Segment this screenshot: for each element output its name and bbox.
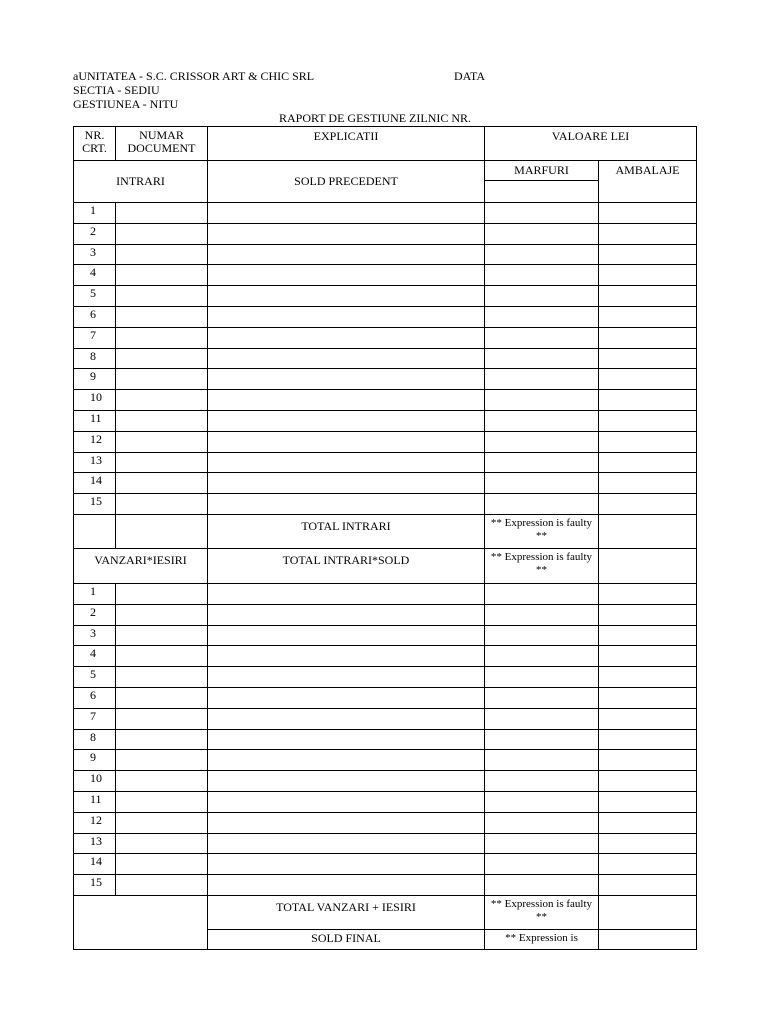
- vanzari-iesiri-label: VANZARI*IESIRI: [74, 548, 208, 583]
- goods-value-cell[interactable]: [485, 646, 599, 667]
- packaging-value-cell[interactable]: [599, 203, 697, 224]
- row-number: 1: [74, 203, 116, 224]
- goods-value-cell[interactable]: [485, 833, 599, 854]
- document-cell[interactable]: [116, 750, 208, 771]
- empty-merged-cell: [74, 895, 208, 949]
- explanation-cell[interactable]: [208, 306, 485, 327]
- explanation-cell[interactable]: [208, 348, 485, 369]
- goods-value-cell[interactable]: [485, 687, 599, 708]
- goods-value-cell[interactable]: [485, 244, 599, 265]
- goods-value-cell[interactable]: [485, 708, 599, 729]
- explanation-cell[interactable]: [208, 729, 485, 750]
- iesiri-entry-row: [74, 875, 697, 896]
- explanation-cell[interactable]: [208, 604, 485, 625]
- goods-value-cell[interactable]: [485, 265, 599, 286]
- goods-value-cell[interactable]: [485, 369, 599, 390]
- iesiri-entry-row: [74, 750, 697, 771]
- intrari-entry-row: [74, 410, 697, 431]
- intrari-entry-row: [74, 494, 697, 515]
- goods-value-cell[interactable]: [485, 410, 599, 431]
- packaging-value-cell[interactable]: [599, 667, 697, 688]
- goods-value-cell[interactable]: [485, 306, 599, 327]
- document-cell[interactable]: [116, 854, 208, 875]
- empty-cell: [599, 548, 697, 583]
- report-table: [73, 126, 697, 950]
- empty-cell: [74, 514, 116, 548]
- goods-value-cell[interactable]: [485, 750, 599, 771]
- document-cell[interactable]: [116, 327, 208, 348]
- document-cell[interactable]: [116, 452, 208, 473]
- packaging-value-cell[interactable]: [599, 750, 697, 771]
- iesiri-entry-row: [74, 667, 697, 688]
- document-cell[interactable]: [116, 431, 208, 452]
- goods-value-cell[interactable]: [485, 494, 599, 515]
- packaging-value-cell[interactable]: [599, 771, 697, 792]
- explanation-cell[interactable]: [208, 410, 485, 431]
- document-cell[interactable]: [116, 473, 208, 494]
- packaging-value-cell[interactable]: [599, 854, 697, 875]
- marfuri-header-text: MARFURI: [514, 163, 569, 177]
- total-intrari-sold-label: TOTAL INTRARI*SOLD: [208, 548, 485, 583]
- goods-value-cell[interactable]: [485, 854, 599, 875]
- document-cell[interactable]: [116, 646, 208, 667]
- packaging-value-cell[interactable]: [599, 244, 697, 265]
- explanation-cell[interactable]: [208, 452, 485, 473]
- goods-value-cell[interactable]: [485, 791, 599, 812]
- numar-document-header: [116, 127, 208, 161]
- row-number: 11: [74, 791, 116, 812]
- row-number: 1: [74, 583, 116, 604]
- explanation-cell[interactable]: [208, 223, 485, 244]
- explanation-cell[interactable]: [208, 708, 485, 729]
- explanation-cell[interactable]: [208, 390, 485, 411]
- explanation-cell[interactable]: [208, 244, 485, 265]
- row-number: 5: [74, 667, 116, 688]
- packaging-value-cell[interactable]: [599, 729, 697, 750]
- goods-value-cell[interactable]: [485, 203, 599, 224]
- row-number: 10: [74, 771, 116, 792]
- goods-value-cell[interactable]: [485, 327, 599, 348]
- packaging-value-cell[interactable]: [599, 431, 697, 452]
- intrari-entry-row: [74, 390, 697, 411]
- iesiri-entry-row: [74, 604, 697, 625]
- packaging-value-cell[interactable]: [599, 410, 697, 431]
- intrari-entry-row: [74, 286, 697, 307]
- packaging-value-cell[interactable]: [599, 327, 697, 348]
- goods-value-cell[interactable]: [485, 667, 599, 688]
- goods-value-cell[interactable]: [485, 473, 599, 494]
- packaging-value-cell[interactable]: [599, 833, 697, 854]
- intrari-entry-row: [74, 452, 697, 473]
- row-number: 3: [74, 625, 116, 646]
- goods-value-cell[interactable]: [485, 223, 599, 244]
- sold-final-label: SOLD FINAL: [208, 929, 485, 949]
- row-number: 3: [74, 244, 116, 265]
- row-number: 9: [74, 369, 116, 390]
- row-number: 12: [74, 812, 116, 833]
- goods-value-cell[interactable]: [485, 452, 599, 473]
- intrari-entry-row: [74, 244, 697, 265]
- document-cell[interactable]: [116, 667, 208, 688]
- nr-crt-header: [74, 127, 116, 161]
- row-number: 7: [74, 327, 116, 348]
- goods-value-cell[interactable]: [485, 604, 599, 625]
- document-cell[interactable]: [116, 306, 208, 327]
- document-cell[interactable]: [116, 771, 208, 792]
- document-cell[interactable]: [116, 410, 208, 431]
- nr-header-line: NR.: [84, 128, 105, 142]
- row-number: 13: [74, 833, 116, 854]
- document-cell[interactable]: [116, 390, 208, 411]
- packaging-value-cell[interactable]: [599, 604, 697, 625]
- row-number: 10: [74, 390, 116, 411]
- ambalaje-header: AMBALAJE: [599, 161, 697, 203]
- document-cell[interactable]: [116, 494, 208, 515]
- total-intrari-value: ** Expression is faulty **: [485, 514, 599, 548]
- iesiri-entry-row: [74, 646, 697, 667]
- document-cell[interactable]: [116, 203, 208, 224]
- packaging-value-cell[interactable]: [599, 390, 697, 411]
- explanation-cell[interactable]: [208, 833, 485, 854]
- document-header-line: DOCUMENT: [127, 141, 196, 155]
- row-number: 15: [74, 875, 116, 896]
- header-row: [74, 127, 697, 161]
- iesiri-entry-row: [74, 812, 697, 833]
- explanation-cell[interactable]: [208, 431, 485, 452]
- row-number: 4: [74, 265, 116, 286]
- goods-value-cell[interactable]: [485, 390, 599, 411]
- explicatii-header: EXPLICATII: [208, 127, 485, 161]
- intrari-entry-row: [74, 348, 697, 369]
- date-label: DATA: [454, 69, 486, 83]
- intrari-entry-row: [74, 431, 697, 452]
- total-vanzari-iesiri-label: TOTAL VANZARI + IESIRI: [208, 895, 485, 929]
- explanation-cell[interactable]: [208, 286, 485, 307]
- iesiri-entry-row: [74, 771, 697, 792]
- sold-precedent-label: SOLD PRECEDENT: [208, 161, 485, 203]
- row-number: 2: [74, 223, 116, 244]
- document-cell[interactable]: [116, 348, 208, 369]
- explanation-cell[interactable]: [208, 687, 485, 708]
- row-number: 14: [74, 854, 116, 875]
- explanation-cell[interactable]: [208, 791, 485, 812]
- crt-header-line: CRT.: [82, 141, 107, 155]
- document-cell[interactable]: [116, 583, 208, 604]
- row-number: 6: [74, 306, 116, 327]
- document-cell[interactable]: [116, 833, 208, 854]
- explanation-cell[interactable]: [208, 854, 485, 875]
- row-number: 14: [74, 473, 116, 494]
- row-number: 6: [74, 687, 116, 708]
- empty-cell: [599, 514, 697, 548]
- empty-cell: [599, 929, 697, 949]
- iesiri-entry-row: [74, 854, 697, 875]
- section-label: SECTIA - SEDIU: [73, 83, 160, 97]
- explanation-cell[interactable]: [208, 369, 485, 390]
- intrari-entry-row: [74, 306, 697, 327]
- document-cell[interactable]: [116, 687, 208, 708]
- row-number: 12: [74, 431, 116, 452]
- intrari-entry-row: [74, 473, 697, 494]
- row-number: 11: [74, 410, 116, 431]
- packaging-value-cell[interactable]: [599, 286, 697, 307]
- total-intrari-row: [74, 514, 697, 548]
- explanation-cell[interactable]: [208, 625, 485, 646]
- marfuri-header: [485, 161, 599, 203]
- intrari-entry-row: [74, 327, 697, 348]
- unit-label: aUNITATEA - S.C. CRISSOR ART & CHIC SRL: [73, 69, 315, 83]
- packaging-value-cell[interactable]: [599, 223, 697, 244]
- row-number: 7: [74, 708, 116, 729]
- empty-cell: [116, 514, 208, 548]
- packaging-value-cell[interactable]: [599, 625, 697, 646]
- explanation-cell[interactable]: [208, 646, 485, 667]
- goods-value-cell[interactable]: [485, 348, 599, 369]
- vanzari-iesiri-row: [74, 548, 697, 583]
- row-number: 8: [74, 729, 116, 750]
- intrari-entry-row: [74, 265, 697, 286]
- row-number: 5: [74, 286, 116, 307]
- explanation-cell[interactable]: [208, 473, 485, 494]
- document-cell[interactable]: [116, 265, 208, 286]
- valoare-lei-header: VALOARE LEI: [485, 127, 697, 161]
- packaging-value-cell[interactable]: [599, 583, 697, 604]
- document-cell[interactable]: [116, 286, 208, 307]
- intrari-entry-row: [74, 223, 697, 244]
- explanation-cell[interactable]: [208, 771, 485, 792]
- total-vanzari-iesiri-value: ** Expression is faulty **: [485, 895, 599, 929]
- packaging-value-cell[interactable]: [599, 687, 697, 708]
- iesiri-entry-row: [74, 687, 697, 708]
- explanation-cell[interactable]: [208, 750, 485, 771]
- goods-value-cell[interactable]: [485, 771, 599, 792]
- packaging-value-cell[interactable]: [599, 369, 697, 390]
- packaging-value-cell[interactable]: [599, 306, 697, 327]
- explanation-cell[interactable]: [208, 494, 485, 515]
- goods-value-cell[interactable]: [485, 812, 599, 833]
- report-title: RAPORT DE GESTIUNE ZILNIC NR.: [279, 111, 472, 125]
- management-label: GESTIUNEA - NITU: [73, 97, 179, 111]
- goods-value-cell[interactable]: [485, 286, 599, 307]
- iesiri-entry-row: [74, 708, 697, 729]
- iesiri-entry-row: [74, 729, 697, 750]
- row-number: 8: [74, 348, 116, 369]
- goods-value-cell[interactable]: [485, 729, 599, 750]
- marfuri-subcell: [485, 180, 598, 201]
- iesiri-entry-row: [74, 791, 697, 812]
- intrari-entry-row: [74, 203, 697, 224]
- goods-value-cell[interactable]: [485, 583, 599, 604]
- goods-value-cell[interactable]: [485, 875, 599, 896]
- document-cell[interactable]: [116, 812, 208, 833]
- packaging-value-cell[interactable]: [599, 812, 697, 833]
- packaging-value-cell[interactable]: [599, 875, 697, 896]
- document-cell[interactable]: [116, 708, 208, 729]
- sold-final-value: ** Expression is: [485, 929, 599, 949]
- explanation-cell[interactable]: [208, 812, 485, 833]
- packaging-value-cell[interactable]: [599, 646, 697, 667]
- document-cell[interactable]: [116, 244, 208, 265]
- explanation-cell[interactable]: [208, 583, 485, 604]
- packaging-value-cell[interactable]: [599, 473, 697, 494]
- explanation-cell[interactable]: [208, 667, 485, 688]
- goods-value-cell[interactable]: [485, 431, 599, 452]
- explanation-cell[interactable]: [208, 265, 485, 286]
- intrari-entry-row: [74, 369, 697, 390]
- document-cell[interactable]: [116, 875, 208, 896]
- document-cell[interactable]: [116, 791, 208, 812]
- numar-header-line: NUMAR: [139, 128, 184, 142]
- document-cell[interactable]: [116, 369, 208, 390]
- explanation-cell[interactable]: [208, 875, 485, 896]
- row-number: 2: [74, 604, 116, 625]
- document-cell[interactable]: [116, 729, 208, 750]
- empty-cell: [599, 895, 697, 929]
- goods-value-cell[interactable]: [485, 625, 599, 646]
- total-vanzari-iesiri-row: [74, 895, 697, 929]
- document-cell[interactable]: [116, 223, 208, 244]
- intrari-row: [74, 161, 697, 203]
- total-intrari-sold-value: ** Expression is faulty **: [485, 548, 599, 583]
- packaging-value-cell[interactable]: [599, 708, 697, 729]
- iesiri-entry-row: [74, 625, 697, 646]
- row-number: 4: [74, 646, 116, 667]
- iesiri-entry-row: [74, 583, 697, 604]
- row-number: 13: [74, 452, 116, 473]
- report-table-body: [74, 127, 697, 950]
- row-number: 9: [74, 750, 116, 771]
- iesiri-entry-row: [74, 833, 697, 854]
- packaging-value-cell[interactable]: [599, 265, 697, 286]
- packaging-value-cell[interactable]: [599, 791, 697, 812]
- packaging-value-cell[interactable]: [599, 494, 697, 515]
- intrari-label: INTRARI: [74, 161, 208, 203]
- document-cell[interactable]: [116, 625, 208, 646]
- total-intrari-label: TOTAL INTRARI: [208, 514, 485, 548]
- packaging-value-cell[interactable]: [599, 348, 697, 369]
- explanation-cell[interactable]: [208, 203, 485, 224]
- explanation-cell[interactable]: [208, 327, 485, 348]
- document-cell[interactable]: [116, 604, 208, 625]
- packaging-value-cell[interactable]: [599, 452, 697, 473]
- row-number: 15: [74, 494, 116, 515]
